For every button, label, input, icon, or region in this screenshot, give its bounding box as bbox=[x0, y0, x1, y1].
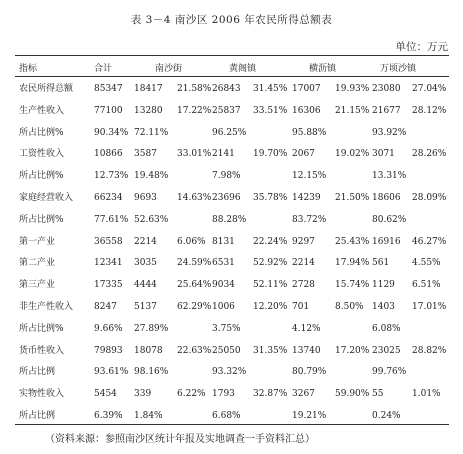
data-cell: 99.76% bbox=[372, 367, 407, 378]
row-label: 所占比例% bbox=[19, 127, 64, 138]
data-cell: 7.98% bbox=[212, 171, 241, 182]
data-cell: 52.92% bbox=[253, 258, 288, 269]
data-cell: 14239 bbox=[292, 193, 321, 203]
data-cell: 28.09% bbox=[412, 193, 447, 203]
row-label: 实物性收入 bbox=[19, 389, 65, 400]
data-cell: 6.08% bbox=[372, 323, 401, 334]
data-cell: 339 bbox=[134, 389, 152, 400]
data-cell: 2214 bbox=[292, 258, 315, 269]
row-label: 生产性收入 bbox=[19, 105, 65, 116]
data-cell: 24.59% bbox=[177, 258, 212, 269]
data-cell: 16306 bbox=[292, 105, 321, 116]
data-cell: 6.68% bbox=[212, 411, 241, 421]
total-cell: 8247 bbox=[94, 302, 117, 312]
data-cell: 3071 bbox=[372, 149, 395, 160]
data-cell: 6.22% bbox=[177, 389, 206, 400]
data-cell: 1793 bbox=[212, 389, 235, 400]
data-cell: 8131 bbox=[212, 236, 235, 247]
data-cell: 31.35% bbox=[253, 345, 288, 356]
row-label: 家庭经营收入 bbox=[19, 193, 74, 203]
total-cell: 79893 bbox=[94, 345, 123, 356]
col-header-nansha: 南沙街 bbox=[155, 64, 183, 74]
data-cell: 23025 bbox=[372, 345, 401, 356]
data-cell: 3.75% bbox=[212, 323, 241, 334]
data-cell: 21.15% bbox=[335, 105, 370, 116]
col-header-hengli: 横沥镇 bbox=[309, 64, 337, 74]
data-cell: 23080 bbox=[372, 84, 401, 94]
data-cell: 59.90% bbox=[335, 389, 370, 400]
total-cell: 17335 bbox=[94, 280, 123, 291]
data-cell: 16916 bbox=[372, 236, 401, 247]
data-cell: 22.24% bbox=[253, 236, 288, 247]
data-cell: 28.26% bbox=[412, 149, 447, 160]
data-cell: 701 bbox=[292, 302, 310, 312]
top-rule bbox=[15, 55, 449, 56]
data-cell: 19.70% bbox=[253, 149, 288, 160]
total-cell: 66234 bbox=[94, 193, 123, 203]
data-cell: 33.01% bbox=[177, 149, 212, 160]
data-cell: 25050 bbox=[212, 345, 241, 356]
total-cell: 9.66% bbox=[94, 323, 123, 334]
data-cell: 3267 bbox=[292, 389, 315, 400]
data-cell: 14.63% bbox=[177, 193, 212, 203]
data-cell: 21.50% bbox=[335, 193, 370, 203]
data-cell: 95.88% bbox=[292, 127, 327, 138]
data-cell: 83.72% bbox=[292, 214, 327, 225]
data-cell: 93.32% bbox=[212, 367, 247, 378]
data-cell: 25837 bbox=[212, 105, 241, 116]
data-cell: 23696 bbox=[212, 193, 241, 203]
row-label: 所占比例 bbox=[19, 367, 56, 378]
data-cell: 4444 bbox=[134, 280, 157, 291]
total-cell: 12341 bbox=[94, 258, 123, 269]
col-header-huangge: 黄阁镇 bbox=[229, 64, 257, 74]
row-label: 农民所得总额 bbox=[19, 84, 74, 94]
data-cell: 19.21% bbox=[292, 411, 327, 421]
data-cell: 17.94% bbox=[335, 258, 370, 269]
data-cell: 19.48% bbox=[134, 171, 169, 182]
data-cell: 17.20% bbox=[335, 345, 370, 356]
col-header-indicator: 指标 bbox=[19, 64, 38, 74]
data-cell: 98.16% bbox=[134, 367, 169, 378]
data-cell: 2067 bbox=[292, 149, 315, 160]
data-cell: 9034 bbox=[212, 280, 235, 291]
data-cell: 13.31% bbox=[372, 171, 407, 182]
data-cell: 0.24% bbox=[372, 411, 401, 421]
data-cell: 2141 bbox=[212, 149, 235, 160]
data-cell: 17.22% bbox=[177, 105, 212, 116]
total-cell: 5454 bbox=[94, 389, 117, 400]
data-cell: 32.87% bbox=[253, 389, 288, 400]
data-cell: 15.74% bbox=[335, 280, 370, 291]
data-cell: 25.64% bbox=[177, 280, 212, 291]
data-cell: 19.02% bbox=[335, 149, 370, 160]
data-cell: 12.15% bbox=[292, 171, 327, 182]
total-cell: 90.34% bbox=[94, 127, 129, 138]
total-cell: 10866 bbox=[94, 149, 123, 160]
data-cell: 17007 bbox=[292, 84, 321, 94]
total-cell: 85347 bbox=[94, 84, 123, 94]
data-cell: 13280 bbox=[134, 105, 163, 116]
row-label: 所占比例% bbox=[19, 323, 64, 334]
data-cell: 3035 bbox=[134, 258, 157, 269]
source-note: （资料来源：参照南沙区统计年报及实地调查一手资料汇总） bbox=[45, 434, 315, 445]
data-cell: 21677 bbox=[372, 105, 401, 116]
data-cell: 80.79% bbox=[292, 367, 327, 378]
unit-label: 单位：万元 bbox=[395, 41, 448, 53]
data-cell: 22.63% bbox=[177, 345, 212, 356]
data-cell: 62.29% bbox=[177, 302, 212, 312]
data-cell: 35.78% bbox=[253, 193, 288, 203]
data-cell: 18606 bbox=[372, 193, 401, 203]
total-cell: 77100 bbox=[94, 105, 123, 116]
data-cell: 26843 bbox=[212, 84, 241, 94]
data-cell: 6531 bbox=[212, 258, 235, 269]
total-cell: 36558 bbox=[94, 236, 123, 247]
data-cell: 93.92% bbox=[372, 127, 407, 138]
data-cell: 1129 bbox=[372, 280, 395, 291]
data-cell: 21.58% bbox=[177, 84, 212, 94]
data-cell: 1.01% bbox=[412, 389, 441, 400]
total-cell: 12.73% bbox=[94, 171, 129, 182]
data-cell: 13740 bbox=[292, 345, 321, 356]
data-cell: 9693 bbox=[134, 193, 157, 203]
data-cell: 19.93% bbox=[335, 84, 370, 94]
data-cell: 5137 bbox=[134, 302, 157, 312]
data-cell: 8.50% bbox=[335, 302, 364, 312]
data-cell: 72.11% bbox=[134, 127, 169, 138]
data-cell: 12.20% bbox=[253, 302, 288, 312]
row-label: 所占比例 bbox=[19, 411, 56, 421]
data-cell: 2214 bbox=[134, 236, 157, 247]
data-cell: 1403 bbox=[372, 302, 395, 312]
row-label: 货币性收入 bbox=[19, 345, 65, 356]
data-cell: 6.51% bbox=[412, 280, 441, 291]
total-cell: 77.61% bbox=[94, 214, 129, 225]
data-cell: 1006 bbox=[212, 302, 235, 312]
total-cell: 93.61% bbox=[94, 367, 129, 378]
data-cell: 28.82% bbox=[412, 345, 447, 356]
data-cell: 46.27% bbox=[412, 236, 447, 247]
row-label: 工资性收入 bbox=[19, 149, 65, 160]
data-cell: 18078 bbox=[134, 345, 163, 356]
data-cell: 18417 bbox=[134, 84, 163, 94]
data-cell: 25.43% bbox=[335, 236, 370, 247]
data-cell: 80.62% bbox=[372, 214, 407, 225]
row-label: 第一产业 bbox=[19, 236, 56, 247]
data-cell: 31.45% bbox=[253, 84, 288, 94]
data-cell: 27.04% bbox=[412, 84, 447, 94]
data-cell: 6.06% bbox=[177, 236, 206, 247]
data-cell: 4.12% bbox=[292, 323, 321, 334]
bottom-rule bbox=[15, 424, 449, 425]
row-label: 非生产性收入 bbox=[19, 302, 74, 312]
data-cell: 52.11% bbox=[253, 280, 288, 291]
data-cell: 2728 bbox=[292, 280, 315, 291]
data-cell: 27.89% bbox=[134, 323, 169, 334]
data-cell: 52.63% bbox=[134, 214, 169, 225]
data-cell: 9297 bbox=[292, 236, 315, 247]
data-cell: 96.25% bbox=[212, 127, 247, 138]
data-cell: 28.12% bbox=[412, 105, 447, 116]
data-cell: 55 bbox=[372, 389, 384, 400]
data-cell: 3587 bbox=[134, 149, 157, 160]
row-label: 所占比例% bbox=[19, 171, 64, 182]
data-cell: 561 bbox=[372, 258, 390, 269]
row-label: 第二产业 bbox=[19, 258, 56, 269]
data-cell: 33.51% bbox=[253, 105, 288, 116]
row-label: 第三产业 bbox=[19, 280, 56, 291]
data-cell: 88.28% bbox=[212, 214, 247, 225]
data-cell: 4.55% bbox=[412, 258, 441, 269]
data-cell: 17.01% bbox=[412, 302, 447, 312]
table-title: 表 3－4 南沙区 2006 年农民所得总额表 bbox=[130, 14, 333, 26]
header-rule bbox=[15, 76, 449, 77]
data-cell: 1.84% bbox=[134, 411, 163, 421]
col-header-total: 合计 bbox=[94, 64, 113, 74]
total-cell: 6.39% bbox=[94, 411, 123, 421]
row-label: 所占比例% bbox=[19, 214, 64, 225]
col-header-wanqingsha: 万顷沙镇 bbox=[380, 64, 417, 74]
